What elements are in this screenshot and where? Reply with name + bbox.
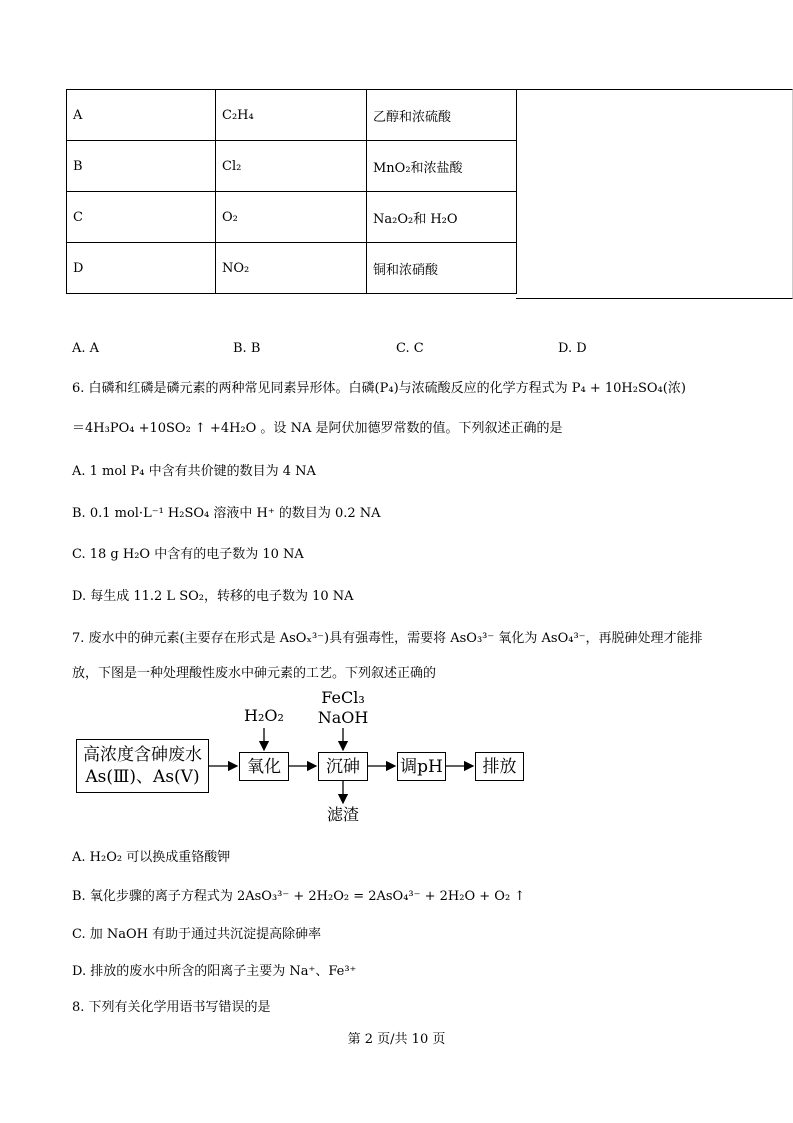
- q6-stem-line1: 6. 白磷和红磷是磷元素的两种常见同素异形体。白磷(P₄)与浓硫酸反应的化学方程式为 P₄ + 10H₂SO₄(浓): [72, 381, 686, 396]
- gas-cell: NO₂: [216, 243, 367, 294]
- q6-option-a: A. 1 mol P₄ 中含有共价键的数目为 4 NA: [72, 464, 316, 479]
- naoh-label: NaOH: [317, 708, 369, 727]
- q5-option-c: C. C: [396, 341, 424, 356]
- reagent-cell: 乙醇和浓硫酸: [367, 90, 517, 141]
- q7-option-a: A. H₂O₂ 可以换成重铬酸钾: [72, 850, 231, 865]
- q7-option-c: C. 加 NaOH 有助于通过共沉淀提高除砷率: [72, 927, 322, 942]
- q7-stem-line2: 放，下图是一种处理酸性废水中砷元素的工艺。下列叙述正确的: [72, 666, 437, 681]
- adjust-ph-box: 调pH: [397, 752, 446, 781]
- q8-stem: 8. 下列有关化学用语书写错误的是: [72, 1000, 271, 1015]
- q7-option-b: B. 氧化步骤的离子方程式为 2AsO₃³⁻ + 2H₂O₂ = 2AsO₄³⁻ + 2H₂O + O₂ ↑: [72, 889, 526, 904]
- h2o2-label: H₂O₂: [244, 706, 284, 725]
- fecl3-label: FeCl₃: [321, 688, 365, 707]
- precipitate-box: 沉砷: [318, 752, 368, 781]
- q7-option-d: D. 排放的废水中所含的阳离子主要为 Na⁺、Fe³⁺: [72, 964, 357, 979]
- row-label: C: [67, 192, 216, 243]
- q5-option-d: D. D: [558, 341, 587, 356]
- q6-option-b: B. 0.1 mol·L⁻¹ H₂SO₄ 溶液中 H⁺ 的数目为 0.2 NA: [72, 506, 381, 521]
- residue-label: 滤渣: [326, 805, 359, 824]
- row-label: B: [67, 141, 216, 192]
- q7-stem-line1: 7. 废水中的砷元素(主要存在形式是 AsOₓ³⁻)具有强毒性，需要将 AsO₃³⁻ 氧化为 AsO₄³⁻，再脱砷处理才能排: [72, 631, 703, 646]
- discharge-box: 排放: [475, 752, 524, 781]
- q6-stem-line2: ＝4H₃PO₄ +10SO₂ ↑ +4H₂O 。设 NA 是阿伏加德罗常数的值。下列叙述正确的是: [72, 421, 563, 436]
- row-label: A: [67, 90, 216, 141]
- reagent-cell: 铜和浓硝酸: [367, 243, 517, 294]
- gas-cell: Cl₂: [216, 141, 367, 192]
- reagent-cell: MnO₂和浓盐酸: [367, 141, 517, 192]
- oxidize-box: 氧化: [239, 752, 289, 781]
- source-line1: 高浓度含砷废水: [83, 745, 202, 765]
- reagent-cell: Na₂O₂和 H₂O: [367, 192, 517, 243]
- gas-cell: O₂: [216, 192, 367, 243]
- q5-option-a: A. A: [72, 341, 100, 356]
- q5-option-b: B. B: [233, 341, 261, 356]
- q6-option-c: C. 18 g H₂O 中含有的电子数为 10 NA: [72, 547, 304, 562]
- page-number: 第 2 页/共 10 页: [347, 1032, 446, 1047]
- source-line2: As(Ⅲ)、As(Ⅴ): [85, 767, 200, 787]
- row-label: D: [67, 243, 216, 294]
- gas-cell: C₂H₄: [216, 90, 367, 141]
- q6-option-d: D. 每生成 11.2 L SO₂，转移的电子数为 10 NA: [72, 589, 354, 604]
